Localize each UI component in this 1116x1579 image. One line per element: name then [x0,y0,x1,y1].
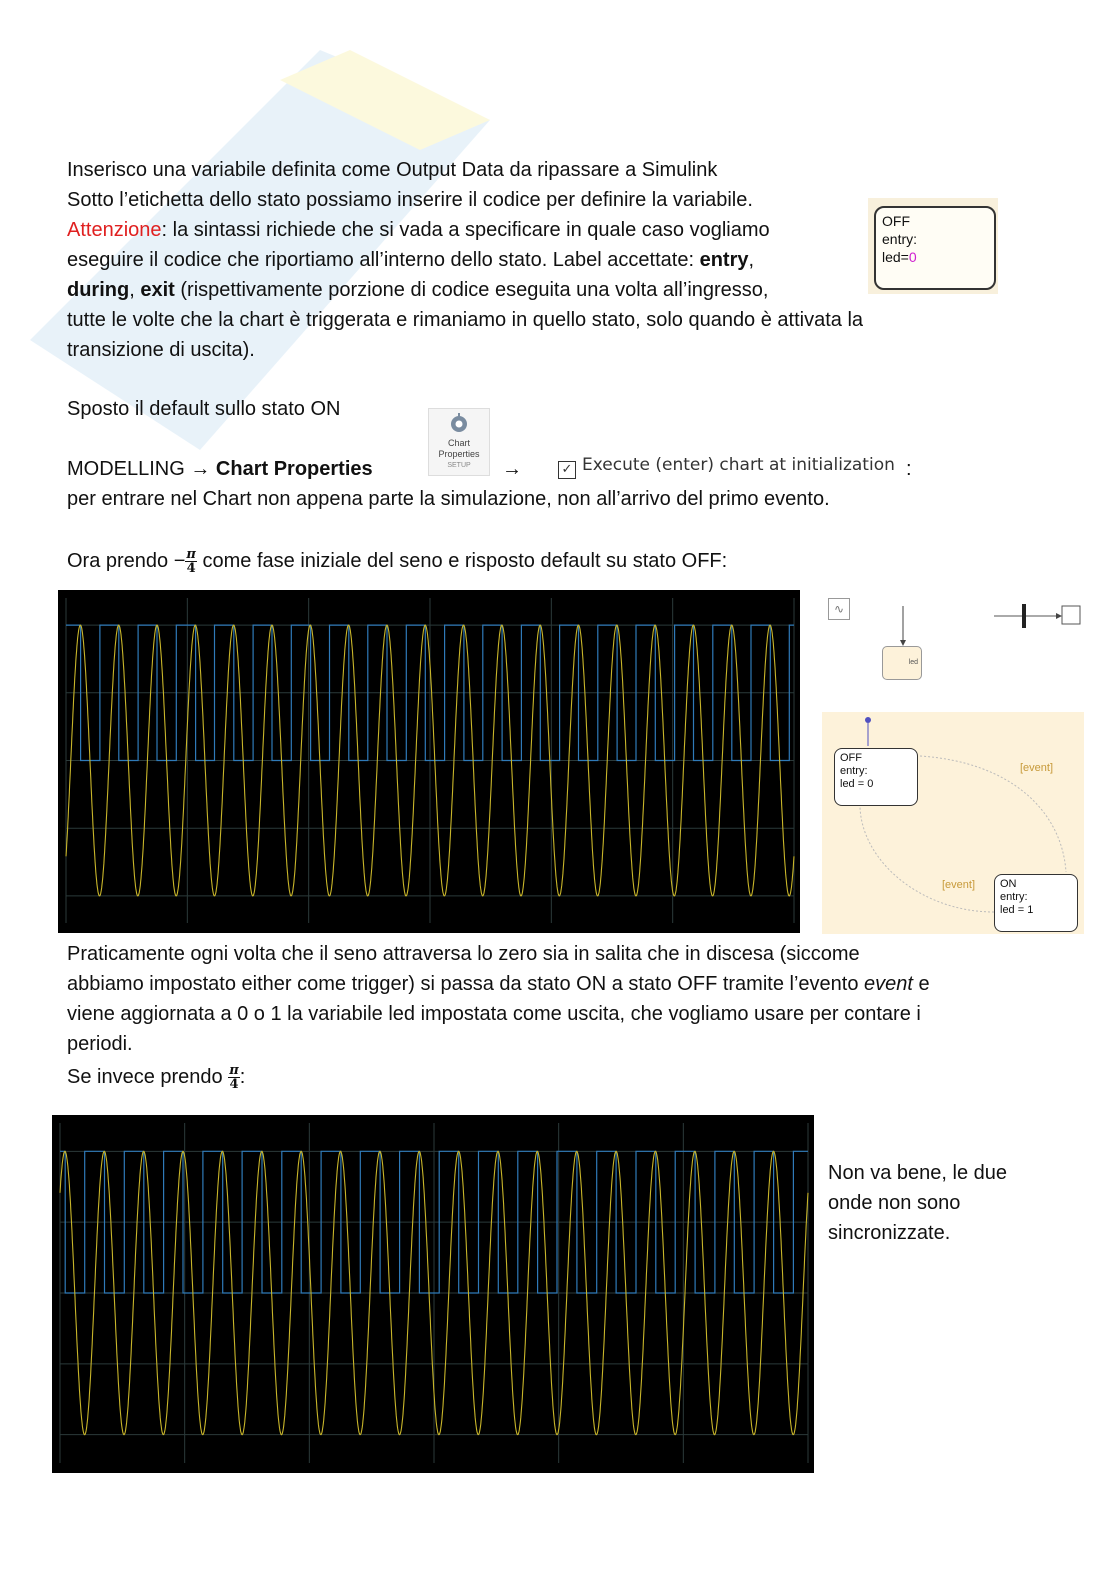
off-state-code [882,248,988,266]
mini-model [822,592,1084,692]
code-value: 0 [908,249,917,265]
frac2-num: π [229,1063,239,1079]
para1-line4-comma: , [748,249,755,271]
para4-line4: periodi. [67,1033,133,1055]
para2-line3: per entrare nel Chart non appena parte la simulazione, non all’arrivo del primo evento. [67,488,830,510]
para1-line3-text: : la sintassi richiede che si vada a specificare in quale caso vogliamo [161,219,770,241]
para4-line5-colon: : [239,1066,246,1088]
para4-line1: Praticamente ogni volta che il seno attraversa lo zero sia in salita che in discesa (siccome [67,943,860,965]
label-during: during [67,279,130,301]
attention-label: Attenzione [67,219,162,241]
scope-1-svg [58,590,800,933]
on-state-label: ON [1000,878,1017,890]
off-state-entry-label: entry: [840,765,868,777]
para1-line5-sep: , [129,279,141,301]
event-italic: event [864,973,913,995]
side-note-line3: sincronizzate. [828,1222,951,1244]
para3-pre: Ora prendo − [67,550,186,572]
side-note-line2: onde non sono [828,1192,961,1214]
frac-num: π [186,547,196,563]
label-exit: exit [140,279,175,301]
para3-post: come fase iniziale del seno e risposto default su stato OFF: [196,550,728,572]
on-state[interactable] [994,874,1078,932]
on-state-code-label: led = 1 [1000,904,1034,916]
execute-init-label: Execute (enter) chart at initialization [582,455,895,475]
off-state-label: OFF [840,752,862,764]
execute-init-checkbox-row[interactable] [558,453,895,479]
para1-line3 [67,215,770,245]
label-entry: entry [699,249,749,271]
para1-line6: tutte le volte che la chart è triggerata e rimaniamo in quello stato, solo quando è attivata la [67,309,864,331]
para4-line3: viene aggiornata a 0 o 1 la variabile led impostata come uscita, che vogliamo usare per contare i [67,1003,921,1025]
para3 [67,546,727,576]
para1-line4-text: eseguire il codice che riportiamo all’interno dello stato. Label accettate: [67,249,700,271]
para4-line2-text: abbiamo impostato either come trigger) si passa da stato ON a stato OFF tramite l’evento [67,973,865,995]
para4-line2-end: e [912,973,930,995]
chart-block-port-label: led [908,659,918,666]
on-state-entry-label: entry: [1000,891,1028,903]
scope-plot-2 [52,1115,814,1473]
off-state-box [874,206,996,290]
transition-event-bottom[interactable]: [event] [942,879,976,891]
side-note-line1: Non va bene, le due [828,1162,1008,1184]
off-state-code-label: led = 0 [840,778,874,790]
ribbon-section: SETUP [447,462,471,469]
modelling-text: MODELLING → [67,458,216,480]
ribbon-label-1: Chart [447,438,470,448]
chart-block[interactable] [882,646,922,680]
scope-2-svg [52,1115,814,1473]
mini-model-wires [822,592,1084,692]
para4-line5 [67,1062,245,1092]
transition-event-top[interactable]: [event] [1020,762,1054,774]
para1-line5 [67,275,768,305]
ribbon-label-2: Properties [438,449,480,459]
para4-line5-text: Se invece prendo [67,1066,229,1088]
off-state-name: OFF [882,213,910,229]
para1-line1: Inserisco una variabile definita come Output Data da ripassare a Simulink [67,159,718,181]
execute-init-checkbox[interactable]: ✓ [558,461,576,479]
fraction-pi-4-positive [228,1064,240,1091]
code-prefix: led= [882,249,909,265]
chart-properties-icon [448,413,470,435]
para2-line1: Sposto il default sullo stato ON [67,398,341,420]
chart-properties-text: Chart Properties [215,458,373,480]
frac-den: 4 [186,561,196,577]
sine-source-block[interactable]: ∿ [828,598,850,620]
para1-line2: Sotto l’etichetta dello stato possiamo inserire il codice per definire la variabile. [67,189,753,211]
para1-line5-text: (rispettivamente porzione di codice eseguita una volta all’ingresso, [174,279,769,301]
chart-properties-button[interactable] [428,408,490,476]
para2-modelling [67,454,373,484]
state-snippet-panel [868,198,998,294]
para1-line4 [67,245,754,275]
para4-line2 [67,969,930,999]
scope-plot-1 [58,590,800,933]
frac2-den: 4 [229,1077,239,1093]
off-state[interactable] [834,748,918,806]
arrow-text: → [502,458,522,480]
trailing-colon: : [906,458,912,480]
stateflow-diagram [822,712,1084,934]
off-state-entry: entry: [882,231,918,247]
para1-line7: transizione di uscita). [67,339,255,361]
fraction-pi-4 [185,548,197,575]
